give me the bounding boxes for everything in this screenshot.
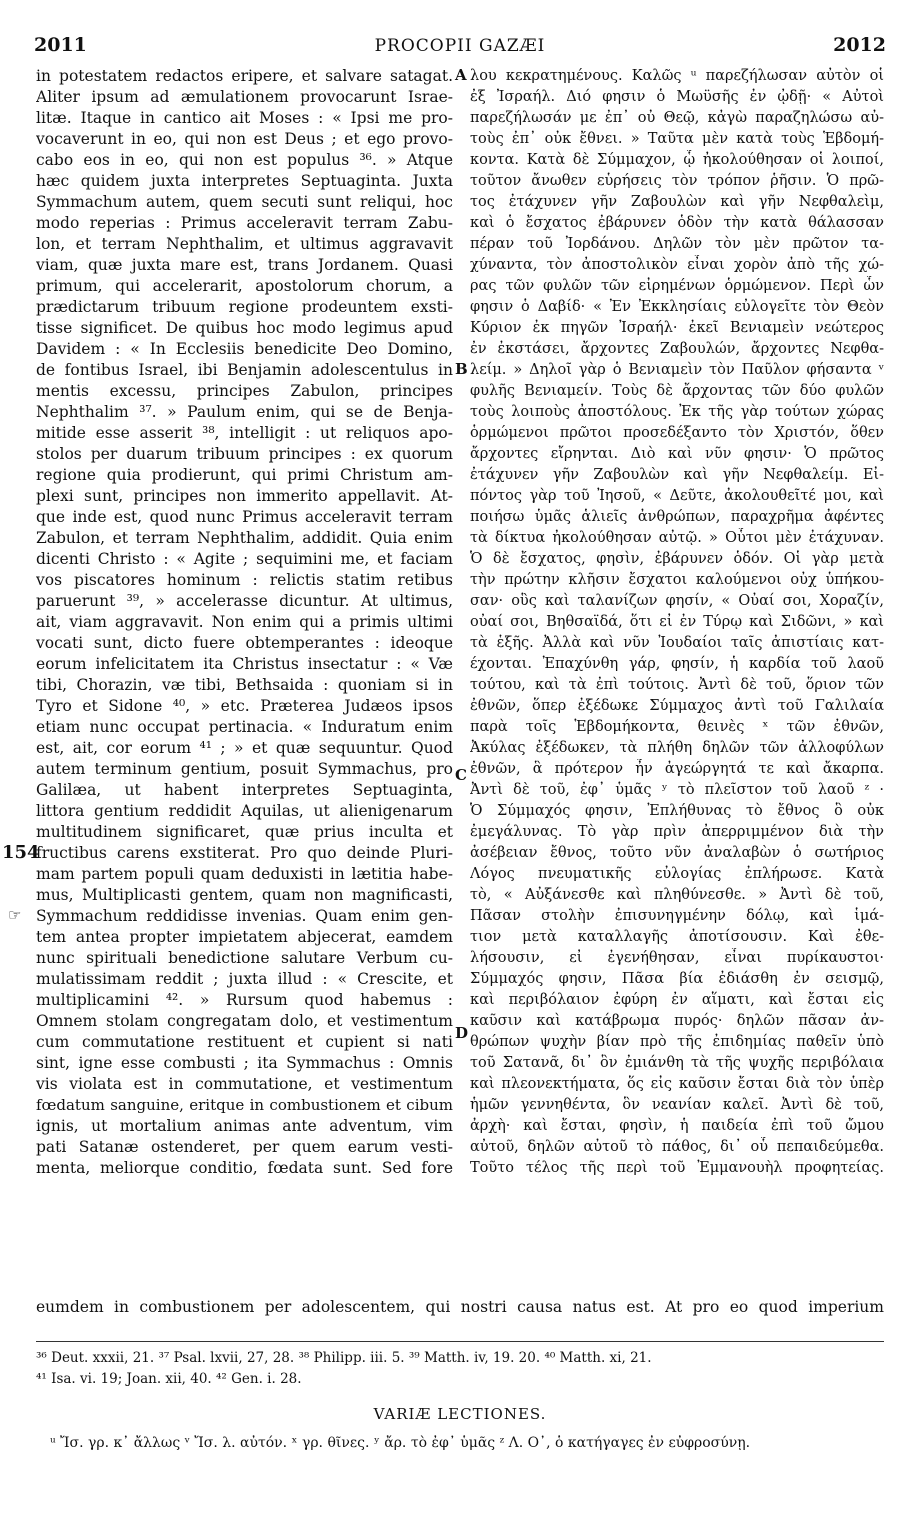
page-number-right: 2012 (833, 34, 886, 56)
greek-text-line: Τοῦτο τέλος τῆς περὶ τοῦ Ἐμμανουὴλ προφητείας. (470, 1160, 884, 1176)
greek-text-line: Λόγος πνευματικῆς εὐλογίας ἐπλήρωσε. Κατὰ (470, 866, 884, 882)
greek-text-line: Ἀκύλας ἐξέδωκεν, τὰ πλήθη δηλῶν τῶν ἀλλοφύλων (470, 740, 884, 756)
pointing-hand-icon: ☞ (8, 906, 22, 924)
greek-column (470, 66, 884, 1296)
latin-text-line: sint, igne esse combusti ; ita Symmachus : Omnis (36, 1054, 453, 1072)
greek-text-line: ποιήσω ὑμᾶς ἁλιεῖς ἀνθρώπων, παραχρῆμα ἀφέντες (470, 509, 884, 525)
latin-text-line: Nephthalim ³⁷. » Paulum enim, qui se de Benja- (36, 403, 453, 421)
greek-text-line: ἐν ἐκστάσει, ἄρχοντες Ζαβουλών, ἄρχοντες Νεφθα- (470, 341, 884, 357)
page-title: PROCOPII GAZÆI (374, 36, 546, 56)
latin-text-line: multitudinem significaret, quæ prius inculta et (36, 823, 453, 841)
margin-marker-d: D (455, 1024, 469, 1042)
latin-text-line: Symmachum reddidisse invenias. Quam enim gen- (36, 907, 453, 925)
greek-text-line: πόντος γὰρ τοῦ Ἰησοῦ, « Δεῦτε, ἀκολουθεῖτέ μοι, καὶ (470, 488, 884, 504)
latin-text-line: vocaverunt in eo, qui non est Deus ; et ego provo- (36, 130, 453, 148)
greek-text-line: Ὁ Σύμμαχός φησιν, Ἐπλήθυνας τὸ ἔθνος ὃ οὐκ (470, 803, 884, 819)
latin-text-line: cabo eos in eo, qui non est populus ³⁶. » Atque (36, 151, 453, 169)
latin-text-line: Aliter ipsum ad æmulationem provocarunt Israe- (36, 88, 453, 106)
greek-text-line: πέραν τοῦ Ἰορδάνου. Δηλῶν τὸν μὲν πρῶτον τα- (470, 236, 884, 252)
latin-text-line: Davidem : « In Ecclesiis benedicite Deo Domino, (36, 340, 453, 358)
running-header (34, 34, 886, 62)
latin-text-line: Symmachum autem, quem secuti sunt reliqui, hoc (36, 193, 453, 211)
greek-text-line: Ἀντὶ δὲ τοῦ, ἐφ᾽ ὑμᾶς ʸ τὸ πλεῖστον τοῦ λαοῦ ᶻ · (470, 782, 884, 798)
latin-text-line: Omnem stolam congregatam dolo, et vestimentum (36, 1012, 453, 1030)
greek-text-line: καῦσιν καὶ κατάβρωμα πυρός· δηλῶν πᾶσαν ἀν- (470, 1013, 884, 1029)
greek-text-line: Πᾶσαν στολὴν ἐπισυνηγμένην δόλῳ, καὶ ἱμά- (470, 908, 884, 924)
greek-text-line: καὶ πλεονεκτήματα, ὅς εἰς καῦσιν ἔσται διὰ τὸν ὑπὲρ (470, 1076, 884, 1092)
latin-text-line: primum, qui accelerarit, apostolorum chorum, a (36, 277, 453, 295)
greek-text-line: ἐμεγάλυνας. Τὸ γὰρ πρὶν ἀπερριμμένον διὰ τὴν (470, 824, 884, 840)
greek-text-line: τοῦ Σατανᾶ, δι᾽ ὃν ἐμιάνθη τὰ τῆς ψυχῆς περιβόλαια (470, 1055, 884, 1071)
latin-text-line: menta, meliorque conditio, fœdata sunt. Sed fore (36, 1159, 453, 1177)
latin-text-line: vos piscatores hominum : relictis statim retibus (36, 571, 453, 589)
latin-text-line: mus, Multiplicasti gentem, quam non magnificasti, (36, 886, 453, 904)
latin-text-line: Tyro et Sidone ⁴⁰, » etc. Præterea Judæos ipsos (36, 697, 453, 715)
latin-text-line: tisse significet. De quibus hoc modo legimus apud (36, 319, 453, 337)
latin-text-line: Galilæa, ut habent interpretes Septuaginta, (36, 781, 453, 799)
greek-text-line: τος ἐτάχυνεν γῆν Ζαβουλὼν καὶ γῆν Νεφθαλεὶμ, (470, 194, 884, 210)
latin-text-line: paruerunt ³⁹, » accelerasse dicuntur. At ultimus, (36, 592, 453, 610)
latin-text-line: de fontibus Israel, ibi Benjamin adolescentulus in (36, 361, 453, 379)
latin-text-line: Zabulon, et terram Nephthalim, addidit. Quia enim (36, 529, 453, 547)
greek-text-line: χύναντα, τὸν ἀποστολικὸν εἶναι χορὸν ἀπὸ τῆς χώ- (470, 257, 884, 273)
latin-text-line: litæ. Itaque in cantico ait Moses : « Ipsi me pro- (36, 109, 453, 127)
latin-column (36, 66, 453, 1296)
greek-text-line: έχονται. Ἐπαχύνθη γάρ, φησίν, ἡ καρδία τοῦ λαοῦ (470, 656, 884, 672)
greek-text-line: ἐτάχυνεν γῆν Ζαβουλὼν καὶ γῆν Νεφθαλείμ. Εἰ- (470, 467, 884, 483)
latin-text-line: fructibus carens exstiterat. Pro quo deinde Pluri- (36, 844, 453, 862)
latin-text-line: ait, viam aggravavit. Non enim qui a primis ultimi (36, 613, 453, 631)
greek-text-line: οὐαί σοι, Βηθσαϊδά, ὅτι εἰ ἐν Τύρῳ καὶ Σιδῶνι, » καὶ (470, 614, 884, 630)
latin-text-line: tem antea propter impietatem abjecerat, eamdem (36, 928, 453, 946)
greek-text-line: κοντα. Κατὰ δὲ Σύμμαχον, ᾧ ἠκολούθησαν οἱ λοιποί, (470, 152, 884, 168)
latin-text-line: mitide esse asserit ³⁸, intelligit : ut reliquos apo- (36, 424, 453, 442)
page-number-left: 2011 (34, 34, 87, 56)
greek-text-line: τοῦτον ἄνωθεν εὑρήσεις τὸν τρόπον ῥῆσιν. Ὁ πρῶ- (470, 173, 884, 189)
footnotes (36, 1348, 884, 1390)
greek-text-line: ὁρμώμενοι πρῶτοι προσεδέξαντο τὸν Χριστόν, ὅθεν (470, 425, 884, 441)
latin-text-line: multiplicamini ⁴². » Rursum quod habemus : (36, 991, 453, 1009)
latin-text-line: eorum infelicitatem ita Christus insectatur : « Væ (36, 655, 453, 673)
greek-text-line: ἡμῶν γεννηθέντα, ὃν νεανίαν καλεῖ. Ἀντὶ δὲ τοῦ, (470, 1097, 884, 1113)
latin-text-line: vis violata est in commutatione, et vestimentum (36, 1075, 453, 1093)
latin-text-line: tibi, Chorazin, væ tibi, Bethsaida : quoniam si in (36, 676, 453, 694)
latin-text-line: etiam nunc occupat pertinacia. « Induratum enim (36, 718, 453, 736)
greek-text-line: ἀσέβειαν ἔθνος, τοῦτο νῦν ἀναλαβὼν ὁ σωτήριος (470, 845, 884, 861)
greek-text-line: Ὁ δὲ ἔσχατος, φησὶν, ἐβάρυνεν ὁδόν. Οἱ γὰρ μετὰ (470, 551, 884, 567)
latin-text-line: plexi sunt, principes non immerito appellavit. At- (36, 487, 453, 505)
latin-text-line: mam partem populi quam deduxisti in lætitia habe- (36, 865, 453, 883)
margin-marker-b: B (455, 360, 468, 378)
greek-text-line: ἐθνῶν, ὅπερ ἐξέδωκε Σύμμαχος ἀντὶ τοῦ Γαλιλαία (470, 698, 884, 714)
greek-text-line: τιον μετὰ καταλλαγῆς ἀποτίσουσιν. Καὶ ἐθε- (470, 929, 884, 945)
greek-text-line: τὰ ἑξῆς. Ἀλλὰ καὶ νῦν Ἰουδαίοι ταῖς ἀπιστίαις κατ- (470, 635, 884, 651)
greek-text-line: Σύμμαχός φησιν, Πᾶσα βία ἐδιάσθη ἐν σεισμῷ, (470, 971, 884, 987)
latin-text-line: nunc spirituali benedictione salutare Verbum cu- (36, 949, 453, 967)
page-reference-number: 154 (2, 842, 40, 863)
latin-text-line: littora gentium reddidit Aquilas, ut alienigenarum (36, 802, 453, 820)
greek-text-line: φησιν ὁ Δαβίδ· « Ἐν Ἐκκλησίαις εὐλογεῖτε τὸν Θεὸν (470, 299, 884, 315)
greek-text-line: φυλῆς Βενιαμείν. Τοὺς δὲ ἄρχοντας τῶν δύο φυλῶν (470, 383, 884, 399)
margin-marker-a: A (455, 66, 467, 84)
margin-marker-c: C (455, 766, 467, 784)
latin-text-line: ignis, ut mortalium animas ante adventum, vim (36, 1117, 453, 1135)
greek-text-line: καὶ ὁ ἔσχατος ἐβάρυνεν ὁδὸν τὴν κατὰ θάλασσαν (470, 215, 884, 231)
greek-text-line: τὴν πρώτην κλῆσιν ἔσχατοι καλούμενοι οὐχ ὑπήκου- (470, 572, 884, 588)
latin-text-line: dicenti Christo : « Agite ; sequimini me, et faciam (36, 550, 453, 568)
greek-text-line: παρὰ τοῖς Ἑβδομήκοντα, θεινὲς ˣ τῶν ἐθνῶν, (470, 719, 884, 735)
greek-text-line: ρας τῶν φυλῶν τῶν εἰρημένων ὁρμώμενον. Περὶ ὧν (470, 278, 884, 294)
latin-text-line: in potestatem redactos eripere, et salvare satagat. (36, 67, 453, 85)
latin-text-line: regione quia prodierunt, qui primi Christum am- (36, 466, 453, 484)
latin-text-line: est, ait, cor eorum ⁴¹ ; » et quæ sequuntur. Quod (36, 739, 453, 757)
greek-text-line: τὰ δίκτυα ἠκολούθησαν αὐτῷ. » Οὗτοι μὲν ἐτάχυναν. (470, 530, 884, 546)
greek-text-line: τούτου, καὶ τὰ ἐπὶ τούτοις. Ἀντὶ δὲ τοῦ, ὅριον τῶν (470, 677, 884, 693)
greek-text-line: λείμ. » Δηλοῖ γὰρ ὁ Βενιαμεὶν τὸν Παῦλον φήσαντα ᵛ (470, 362, 884, 378)
latin-text-line: vocati sunt, dicto fuere obtemperantes : ideoque (36, 634, 453, 652)
greek-text-line: αὐτοῦ, δηλῶν αὐτοῦ τὸ πάθος, δι᾽ οὗ πεπαιδεύμεθα. (470, 1139, 884, 1155)
latin-text-line: fœdatum sanguine, eritque in combustionem et cibum (36, 1096, 453, 1114)
greek-text-line: λήσουσιν, εἰ ἐγενήθησαν, εἶναι πυρίκαυστοι· (470, 950, 884, 966)
latin-text-line: lon, et terram Nephthalim, et ultimus aggravavit (36, 235, 453, 253)
variae-lectiones-title: VARIÆ LECTIONES. (373, 1405, 547, 1423)
greek-text-line: ἐξ Ἰσραήλ. Διό φησιν ὁ Μωϋσῆς ἐν ᾠδῇ· « Αὐτοὶ (470, 89, 884, 105)
greek-text-line: ἀρχὴ· καὶ ἔσται, φησὶν, ἡ παιδεία ἐπὶ τοῦ ὤμου (470, 1118, 884, 1134)
greek-text-line: τοὺς λοιποὺς ἀποστόλους. Ἐκ τῆς γὰρ τούτων χώρας (470, 404, 884, 420)
latin-text-line: mulatissimam reddit ; juxta illud : « Crescite, et (36, 970, 453, 988)
greek-text-line: λου κεκρατημένους. Καλῶς ᵘ παρεζήλωσαν αὐτὸν οἱ (470, 68, 884, 84)
latin-text-line: modo reperias : Primus acceleravit terram Zabu- (36, 214, 453, 232)
greek-text-line: σαν· οὓς καὶ ταλανίζων φησίν, « Οὐαί σοι, Χοραζίν, (470, 593, 884, 609)
footnote-line: ⁴¹ Isa. vi. 19; Joan. xii, 40. ⁴² Gen. i. 28. (36, 1371, 302, 1387)
latin-text-line: cum commutatione restituent et cupient si nati (36, 1033, 453, 1051)
latin-text-line: pati Satanæ ostenderet, per quem earum vesti- (36, 1138, 453, 1156)
latin-text-line: prædictarum tribuum regione prodeuntem exsti- (36, 298, 453, 316)
footnote-line: ³⁶ Deut. xxxii, 21. ³⁷ Psal. lxvii, 27, 28. ³⁸ Philipp. iii. 5. ³⁹ Matth. iv, 19. 20. ⁴⁰ Matth. xi, 21. (36, 1350, 652, 1366)
footnote-divider (36, 1341, 884, 1342)
greek-text-line: τοὺς ἐπ᾽ οὐκ ἔθνει. » Ταῦτα μὲν κατὰ τοὺς Ἑβδομή- (470, 131, 884, 147)
greek-text-line: ἄρχοντες εἴρηνται. Διὸ καὶ νῦν φησιν· Ὁ πρῶτος (470, 446, 884, 462)
latin-text-line: stolos per duarum tribuum principes : ex quorum (36, 445, 453, 463)
greek-text-line: καὶ περιβόλαιον ἐφύρη ἐν αἵματι, καὶ ἔσται εἰς (470, 992, 884, 1008)
greek-text-line: ἐθνῶν, ἃ πρότερον ἦν ἀγεώργητά τε καὶ ἄκαρπα. (470, 761, 884, 777)
latin-text-line: mentis excessu, principes Zabulon, principes (36, 382, 453, 400)
latin-text-line: hæc quidem juxta interpretes Septuaginta. Juxta (36, 172, 453, 190)
greek-text-line: Κύριον ἐκ πηγῶν Ἰσραήλ· ἐκεῖ Βενιαμεὶν νεώτερος (470, 320, 884, 336)
latin-text-line: viam, quæ juxta mare est, trans Jordanem. Quasi (36, 256, 453, 274)
variae-lectiones-text: ᵘ Ἴσ. γρ. κ᾽ ἄλλως ᵛ Ἴσ. λ. αὐτόν. ˣ γρ. θῖνες. ʸ ἄρ. τὸ ἐφ᾽ ὑμᾶς ᶻ Λ. Ο᾽, ὁ κατήγαγες ἐν εὐφροσύνῃ. (50, 1435, 751, 1451)
greek-text-line: τὸ, « Αὐξάνεσθε καὶ πληθύνεσθε. » Ἀντὶ δὲ τοῦ, (470, 887, 884, 903)
full-width-line: eumdem in combustionem per adolescentem, qui nostri causa natus est. At pro eo quod imperium (36, 1298, 884, 1316)
greek-text-line: παρεζήλωσάν με ἐπ᾽ οὐ Θεῷ, κἀγὼ παραζηλώσω αὐ- (470, 110, 884, 126)
latin-text-line: que inde est, quod nunc Primus acceleravit terram (36, 508, 453, 526)
latin-text-line: autem terminum gentium, posuit Symmachus, pro (36, 760, 453, 778)
greek-text-line: θρώπων ψυχὴν βίαν πρὸ τῆς ἐπιδημίας παθεῖν ὑπὸ (470, 1034, 884, 1050)
